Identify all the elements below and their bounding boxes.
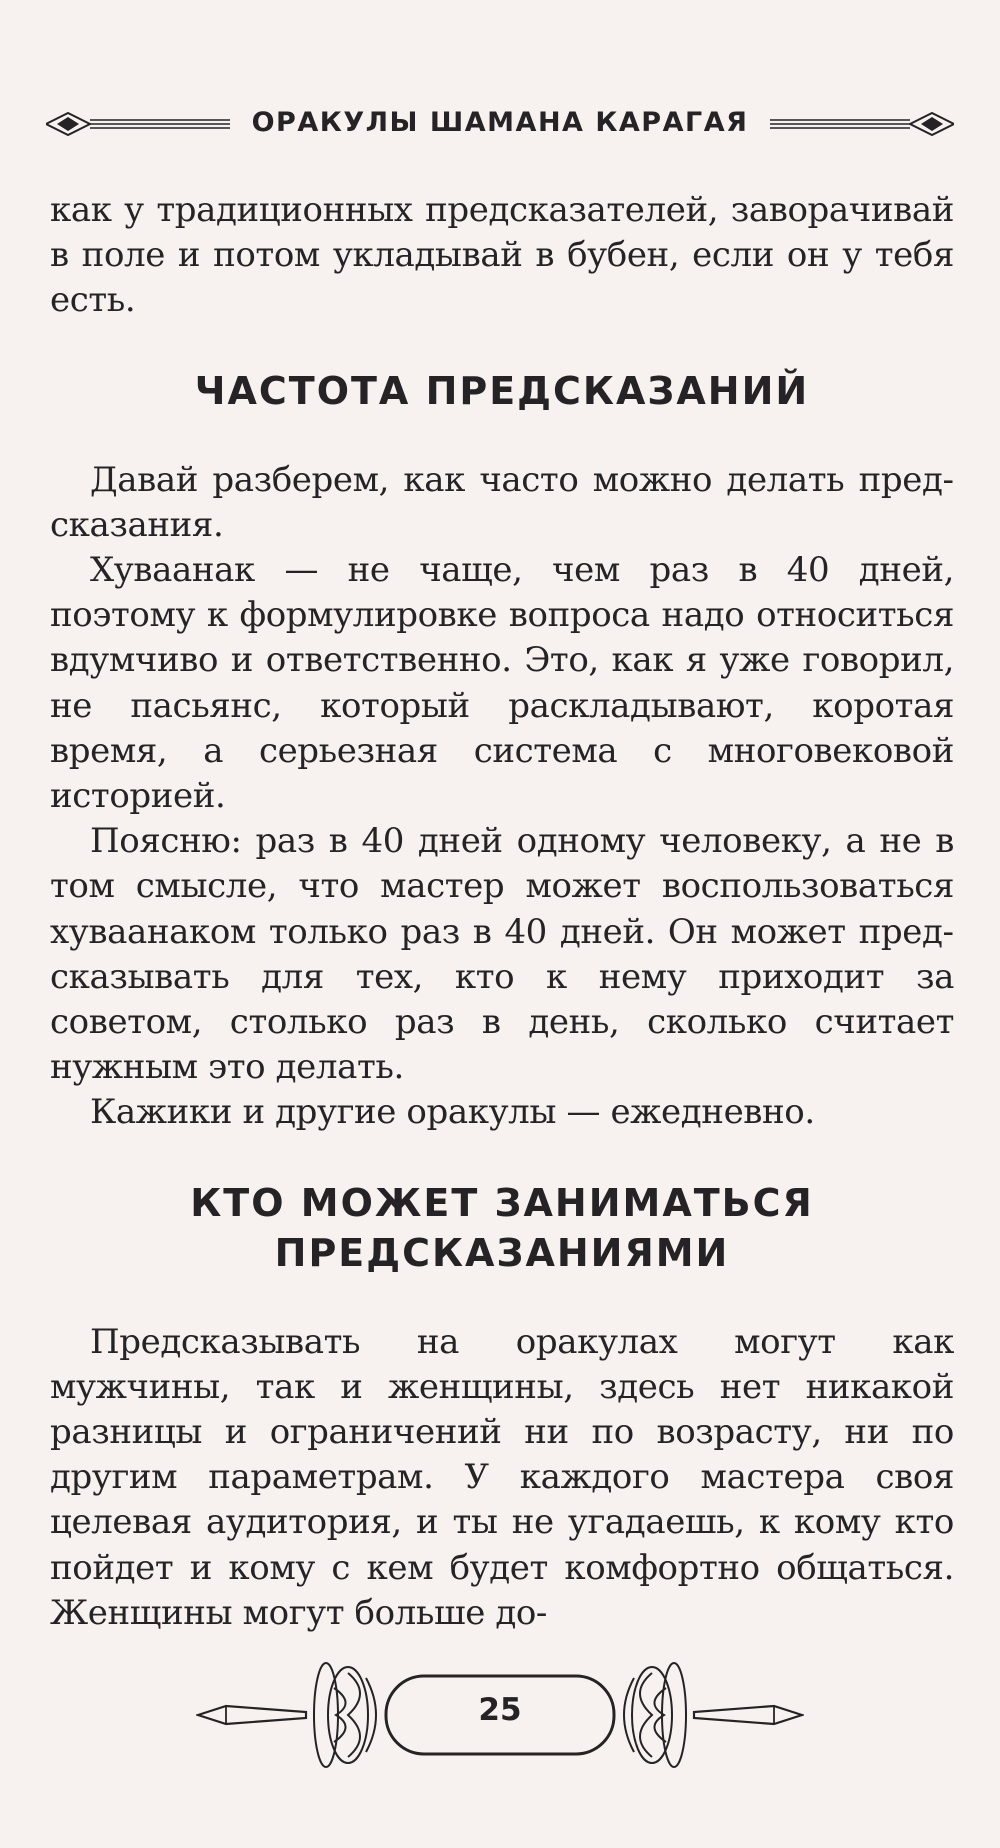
- section-heading-frequency: ЧАСТОТА ПРЕДСКАЗАНИЙ: [194, 368, 810, 413]
- paragraph-clarification: Поясню: раз в 40 дней одному человеку, а не в том смысле, что мастер может воспользоваться хуваанаком только раз в 40 дней. Он может предсказывать для тех, кто к нему приходит за советом, столько раз в день, сколько считает нужным это делать.: [50, 821, 954, 1088]
- running-title: ОРАКУЛЫ ШАМАНА КАРАГАЯ: [251, 107, 749, 138]
- page-footer: [196, 1648, 804, 1782]
- running-header: [46, 104, 954, 144]
- paragraph-continuation: как у традиционных предсказателей, заворачивай в поле и потом укладывай в бубен, если он у тебя есть.: [50, 190, 954, 321]
- section-heading-who: КТО МОЖЕТ ЗАНИМАТЬСЯ ПРЕДСКАЗАНИЯМИ: [190, 1180, 814, 1275]
- page-body: [50, 188, 954, 1636]
- paragraph-intro: Давай разберем, как часто можно делать предсказания.: [50, 459, 954, 545]
- page-number: 25: [478, 1692, 522, 1728]
- paragraph-huvaanak: Хуваанак — не чаще, чем раз в 40 дней, поэтому к формулировке вопроса надо относиться вдумчиво и ответственно. Это, как я уже говорил, не пасьянс, который раскладывают, коротая время, а серьезная система с многовековой историей.: [50, 550, 954, 817]
- paragraph-who: Предсказывать на оракулах могут как мужчины, так и женщины, здесь нет никакой разницы и ограничений ни по возрасту, ни по другим параметрам. У каждого мастера своя целевая аудитория, и ты не угадаешь, к кому кто пойдет и кому с кем будет комфортно общаться. Женщины могут больше до-: [50, 1321, 954, 1633]
- paragraph-kazhiki: Кажики и другие оракулы — ежедневно.: [90, 1092, 815, 1133]
